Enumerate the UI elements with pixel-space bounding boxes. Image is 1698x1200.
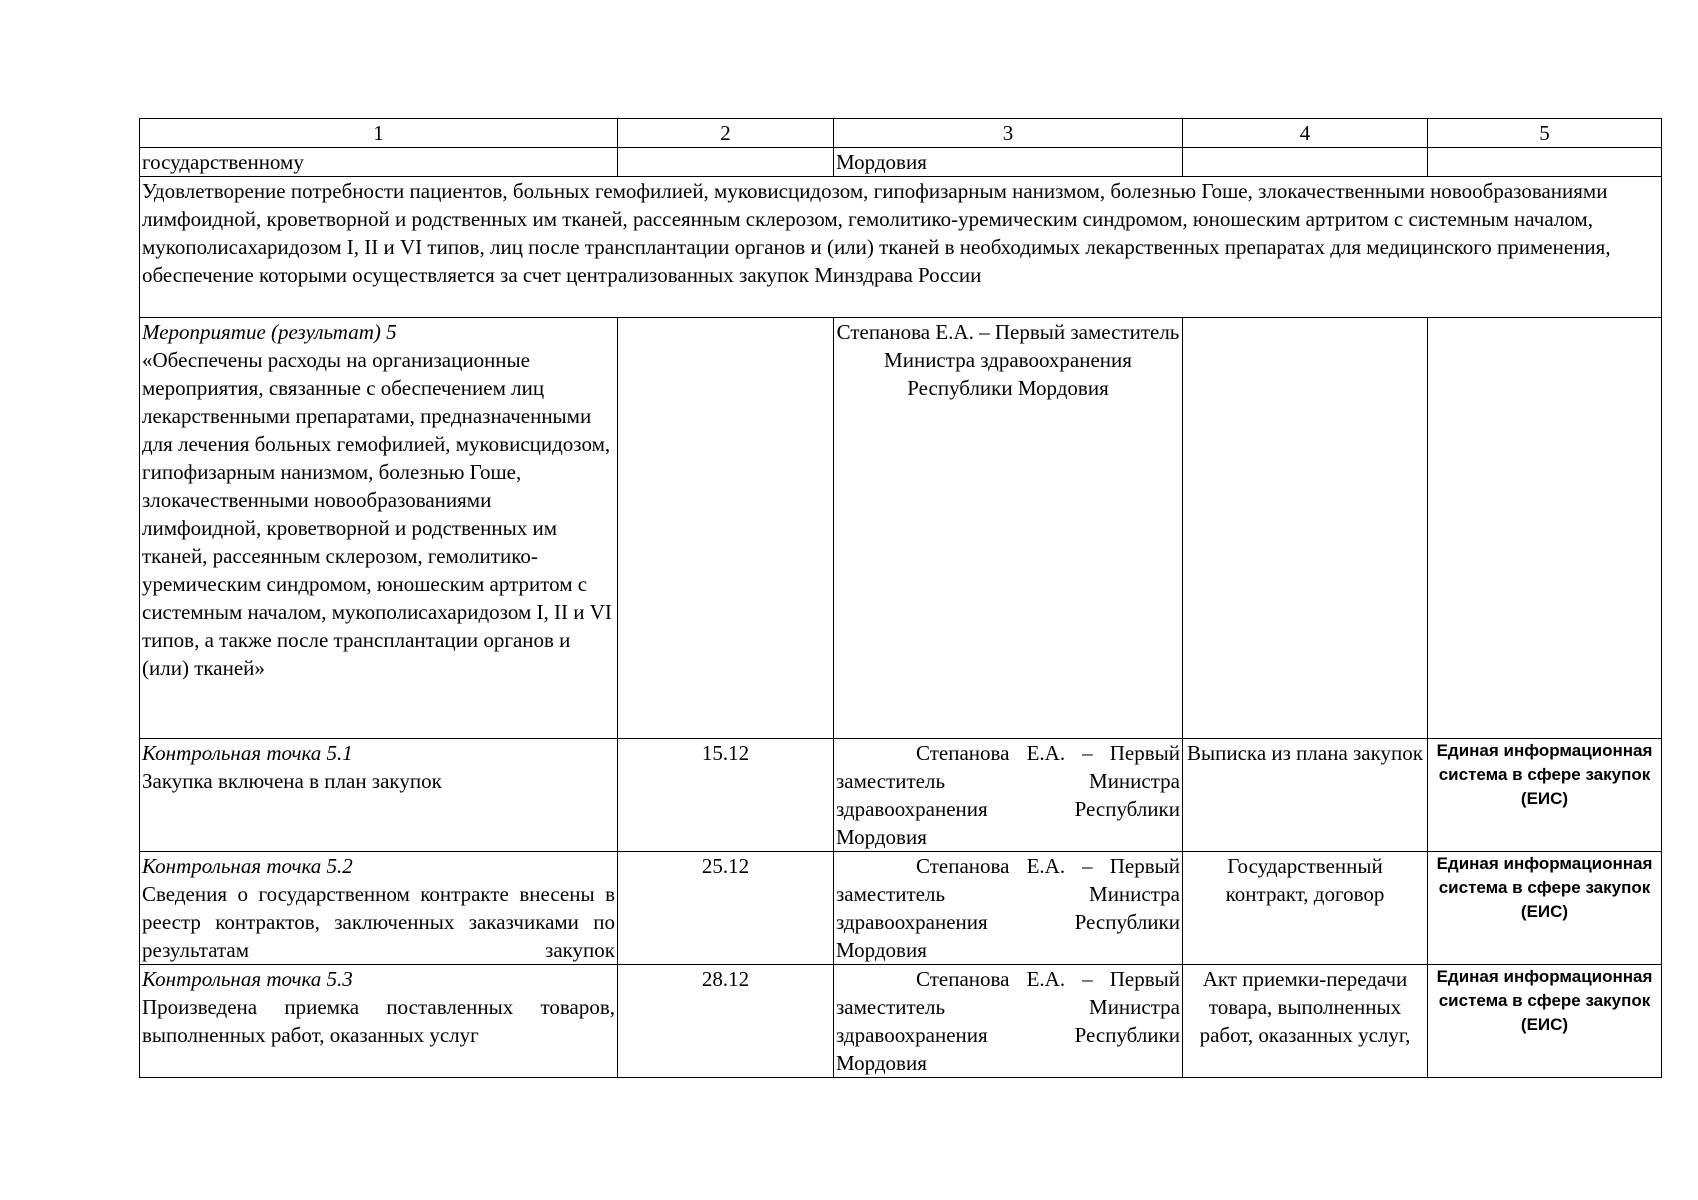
goal-row bbox=[140, 177, 1662, 318]
control-point-system-cell bbox=[1428, 965, 1662, 1078]
control-point-responsible: Степанова Е.А. – Первый заместитель Министра здравоохранения Республики Мордовия bbox=[834, 965, 1183, 1078]
column-number-1: 1 bbox=[140, 119, 618, 148]
control-point-system: Единая информационная система в сфере закупок (ЕИС) bbox=[1436, 741, 1653, 808]
event-description-cell bbox=[140, 318, 618, 739]
control-point-row bbox=[140, 739, 1662, 852]
control-point-label: Контрольная точка 5.2 bbox=[142, 854, 353, 878]
goal-text: Удовлетворение потребности пациентов, больных гемофилией, муковисцидозом, гипофизарным нанизмом, болезнью Гоше, злокачественными новообразованиями лимфоидной, кроветворной и родственных им тканей, рассеянным склерозом, гемолитико-уремическим синдромом, юношеским артритом с системным началом, мукополисахаридозом I, II и VI типов, лиц после трансплантации органов и (или) тканей в необходимых лекарственных препаратах для медицинского применения, обеспечение которыми осуществляется за счет централизованных закупок Минздрава России bbox=[140, 177, 1662, 318]
control-point-document: Государственный контракт, договор bbox=[1183, 852, 1428, 965]
control-point-date: 25.12 bbox=[618, 852, 834, 965]
control-point-system-cell bbox=[1428, 739, 1662, 852]
continuation-empty-5 bbox=[1428, 148, 1662, 177]
control-point-text: Произведена приемка поставленных товаров, выполненных работ, оказанных услуг bbox=[142, 995, 615, 1047]
event-responsible: Степанова Е.А. – Первый заместитель Министра здравоохранения Республики Мордовия bbox=[834, 318, 1183, 739]
control-point-responsible: Степанова Е.А. – Первый заместитель Министра здравоохранения Республики Мордовия bbox=[834, 739, 1183, 852]
control-point-date: 28.12 bbox=[618, 965, 834, 1078]
plan-table bbox=[139, 118, 1662, 1078]
control-point-label: Контрольная точка 5.1 bbox=[142, 741, 353, 765]
control-point-system: Единая информационная система в сфере закупок (ЕИС) bbox=[1436, 967, 1653, 1034]
control-point-row bbox=[140, 965, 1662, 1078]
control-point-text: Закупка включена в план закупок bbox=[142, 769, 442, 793]
control-point-description-cell bbox=[140, 739, 618, 852]
control-point-date: 15.12 bbox=[618, 739, 834, 852]
event-document-cell bbox=[1183, 318, 1428, 739]
event-system-cell bbox=[1428, 318, 1662, 739]
control-point-system-cell bbox=[1428, 852, 1662, 965]
continuation-empty-4 bbox=[1183, 148, 1428, 177]
column-number-5: 5 bbox=[1428, 119, 1662, 148]
continuation-text: государственному bbox=[140, 148, 618, 177]
control-point-system: Единая информационная система в сфере закупок (ЕИС) bbox=[1436, 854, 1653, 921]
control-point-responsible: Степанова Е.А. – Первый заместитель Министра здравоохранения Республики Мордовия bbox=[834, 852, 1183, 965]
continuation-empty-2 bbox=[618, 148, 834, 177]
control-point-row bbox=[140, 852, 1662, 965]
continuation-responsible: Мордовия bbox=[834, 148, 1183, 177]
control-point-description-cell bbox=[140, 852, 618, 965]
event-row bbox=[140, 318, 1662, 739]
continuation-row bbox=[140, 148, 1662, 177]
control-point-text: Сведения о государственном контракте внесены в реестр контрактов, заключенных заказчиками по результатам закупок bbox=[142, 882, 615, 962]
column-number-row bbox=[140, 119, 1662, 148]
control-point-document: Выписка из плана закупок bbox=[1183, 739, 1428, 852]
event-label: Мероприятие (результат) 5 bbox=[142, 320, 397, 344]
event-text: «Обеспечены расходы на организационные мероприятия, связанные с обеспечением лиц лекарственными препаратами, предназначенными для лечения больных гемофилией, муковисцидозом, гипофизарным нанизмом, болезнью Гоше, злокачественными новообразованиями лимфоидной, кроветворной и родственных им тканей, рассеянным склерозом, гемолитико-уремическим синдромом, юношеским артритом с системным началом, мукополисахаридозом I, II и VI типов, а также после трансплантации органов и (или) тканей» bbox=[142, 348, 612, 680]
column-number-4: 4 bbox=[1183, 119, 1428, 148]
column-number-3: 3 bbox=[834, 119, 1183, 148]
control-point-description-cell bbox=[140, 965, 618, 1078]
control-point-label: Контрольная точка 5.3 bbox=[142, 967, 353, 991]
event-date-cell bbox=[618, 318, 834, 739]
column-number-2: 2 bbox=[618, 119, 834, 148]
control-point-document: Акт приемки-передачи товара, выполненных работ, оказанных услуг, bbox=[1183, 965, 1428, 1078]
